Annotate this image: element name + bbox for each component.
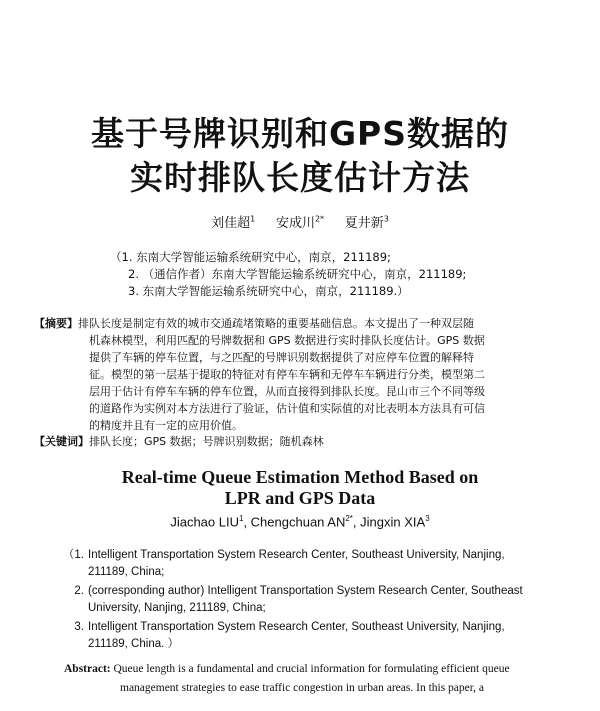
- chinese-abstract: [34, 315, 572, 434]
- author-name: 安成川: [275, 216, 315, 231]
- english-authors: Jiachao LIU$^1$, Chengchuan $AN^{2*}$, Jingxin XIA$^3$: [170, 514, 430, 530]
- affiliation-text-cont: 211189, China. ）: [88, 638, 179, 650]
- affiliation-number: （1.: [62, 549, 84, 561]
- abstract-line: [64, 660, 560, 679]
- abstract-line: 机森林模型，利用匹配的号牌数据和 GPS 数据进行实时排队长度估计。GPS 数据: [89, 334, 485, 347]
- affiliation-text-cont: University, Nanjing, 211189, China;: [88, 602, 266, 614]
- affiliation-text: Intelligent Transportation System Research Center, Southeast University, Nanjing,: [88, 549, 505, 561]
- abstract-label: 【摘要】: [34, 317, 78, 330]
- author-sup: 1: [238, 514, 244, 523]
- abstract-line: 的精度并且有一定的应用价值。: [89, 419, 243, 432]
- keywords-label: 【关键词】: [34, 435, 89, 448]
- author-name: 夏井新: [344, 216, 384, 231]
- english-affiliation-3: [60, 619, 560, 653]
- english-affiliation-1: [60, 547, 560, 581]
- author-name: Jiachao LIU: [170, 514, 239, 530]
- abstract-text: 排队长度是制定有效的城市交通疏堵策略的重要基础信息。本文提出了一种双层随: [78, 317, 474, 330]
- english-title-line-2: LPR and GPS Data: [224, 488, 376, 508]
- author-sup: 2*: [314, 214, 325, 224]
- author-sup: 2*: [345, 514, 353, 523]
- author-name: 刘佳超: [211, 216, 251, 231]
- abstract-line: management strategies to ease traffic congestion in urban areas. In this paper, a: [120, 682, 484, 694]
- english-affiliation-2: [60, 583, 560, 617]
- author-sup: 1: [250, 214, 256, 224]
- chinese-keywords: [34, 433, 324, 449]
- chinese-title-line-2: 实时排队长度估计方法: [130, 158, 470, 197]
- abstract-line: 征。模型的第一层基于提取的特征对有停车车辆和无停车车辆进行分类，模型第二: [89, 368, 485, 381]
- author-name: Jingxin XIA: [360, 514, 426, 530]
- chinese-authors: [0, 212, 600, 231]
- chinese-title-line-1: 基于号牌识别和GPS数据的: [90, 114, 510, 153]
- abstract-line: 提供了车辆的停车位置，与之匹配的号牌识别数据提供了对应停车位置的解释特: [89, 351, 474, 364]
- abstract-label: Abstract:: [64, 663, 111, 675]
- abstract-line: 的道路作为实例对本方法进行了验证，估计值和实际值的对比表明本方法具有可信: [89, 402, 485, 415]
- chinese-affiliation-1: （1. 东南大学智能运输系统研究中心，南京，211189;: [110, 250, 391, 264]
- english-title-line-1: Real-time Queue Estimation Method Based on: [121, 467, 479, 487]
- abstract-text: Queue length is a fundamental and crucial information for formulating efficient queue: [113, 663, 510, 675]
- chinese-affiliation-3: 3. 东南大学智能运输系统研究中心，南京，211189.）: [128, 284, 409, 298]
- keywords-text: 排队长度；GPS 数据；号牌识别数据；随机森林: [89, 435, 324, 448]
- affiliation-number: 2.: [74, 585, 84, 597]
- affiliation-text: Intelligent Transportation System Research Center, Southeast University, Nanjing,: [88, 621, 505, 633]
- chinese-affiliation-2: 2. （通信作者）东南大学智能运输系统研究中心，南京，211189;: [128, 267, 467, 281]
- affiliation-number: 3.: [74, 621, 84, 633]
- affiliation-text: (corresponding author) Intelligent Transportation System Research Center, Southeast: [88, 585, 523, 597]
- author-name: Chengchuan AN: [250, 514, 346, 530]
- english-abstract: [64, 660, 560, 698]
- affiliation-text-cont: 211189, China;: [88, 566, 165, 578]
- abstract-line: 层用于估计有停车车辆的停车位置，从而直接得到排队长度。昆山市三个不同等级: [89, 385, 485, 398]
- abstract-line: [34, 315, 572, 332]
- author-sup: 3: [383, 214, 389, 224]
- author-sup: 3: [425, 514, 430, 523]
